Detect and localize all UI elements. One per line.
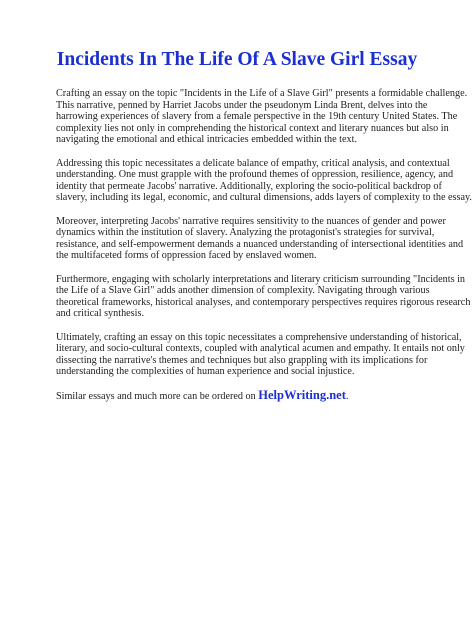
paragraph-line: navigating the emotional and ethical intricacies embedded within the text.	[56, 134, 357, 145]
paragraph-line: resistance, and self-empowerment demands a nuanced understanding of intersectional identities and	[56, 238, 464, 250]
paragraph-line: understanding the complexities of human experience and social injustice.	[56, 366, 355, 377]
paragraph-line: theoretical frameworks, historical analyses, and contemporary perspectives requires rigorous research	[56, 296, 471, 308]
paragraph-4	[56, 273, 471, 320]
paragraph-line: and critical synthesis.	[56, 308, 144, 319]
paragraph-3	[56, 215, 464, 262]
paragraph-line: dissecting the narrative's themes and techniques but also grappling with its implications for	[56, 354, 428, 366]
paragraph-line: complexity lies not only in comprehending the historical context and literary nuances but also in	[56, 122, 449, 134]
paragraph-line: dynamics within the institution of slavery. Analyzing the protagonist's strategies for survival,	[56, 227, 435, 238]
paragraph-line: identity that permeate Jacobs' narrative. Additionally, exploring the socio-political backdrop of	[56, 180, 442, 192]
paragraph-line: understanding. One must grapple with the profound themes of oppression, resilience, agency, and	[56, 169, 454, 180]
paragraph-line: Crafting an essay on the topic "Incidents in the Life of a Slave Girl" presents a formidable challenge.	[56, 88, 468, 99]
paragraph-line: the Life of a Slave Girl" adds another dimension of complexity. Navigating through various	[56, 285, 430, 296]
footer-suffix: .	[345, 390, 349, 402]
paragraph-line: literary, and socio-cultural contexts, coupled with analytical acumen and empathy. It entails not only	[56, 343, 465, 354]
paragraph-line: This narrative, penned by Harriet Jacobs under the pseudonym Linda Brent, delves into the	[56, 99, 428, 111]
helpwriting-link[interactable]: HelpWriting.net	[258, 387, 346, 402]
page-title: Incidents In The Life Of A Slave Girl Essay	[56, 49, 418, 70]
paragraph-line: Addressing this topic necessitates a delicate balance of empathy, critical analysis, and contextual	[56, 157, 450, 169]
paragraph-line: Moreover, interpreting Jacobs' narrative requires sensitivity to the nuances of gender and power	[56, 215, 446, 227]
paragraph-line: Furthermore, engaging with scholarly interpretations and literary criticism surrounding "Incidents in	[56, 273, 466, 285]
footer-promo	[56, 387, 434, 403]
essay-body	[56, 88, 472, 402]
paragraph-1	[56, 88, 468, 146]
paragraph-line: Ultimately, crafting an essay on this topic necessitates a comprehensive understanding of historical,	[56, 331, 462, 343]
paragraph-line: the multifaceted forms of oppression faced by enslaved women.	[56, 250, 317, 261]
paragraph-2	[56, 157, 472, 204]
paragraph-5	[56, 331, 465, 378]
footer-text: Similar essays and much more can be ordered on	[56, 390, 259, 402]
paragraph-line: slavery, including its legal, economic, and cultural dimensions, adds layers of complexity to the essay.	[56, 192, 472, 203]
paragraph-line: harrowing experiences of slavery from a female perspective in the 19th century United States. The	[56, 111, 458, 122]
